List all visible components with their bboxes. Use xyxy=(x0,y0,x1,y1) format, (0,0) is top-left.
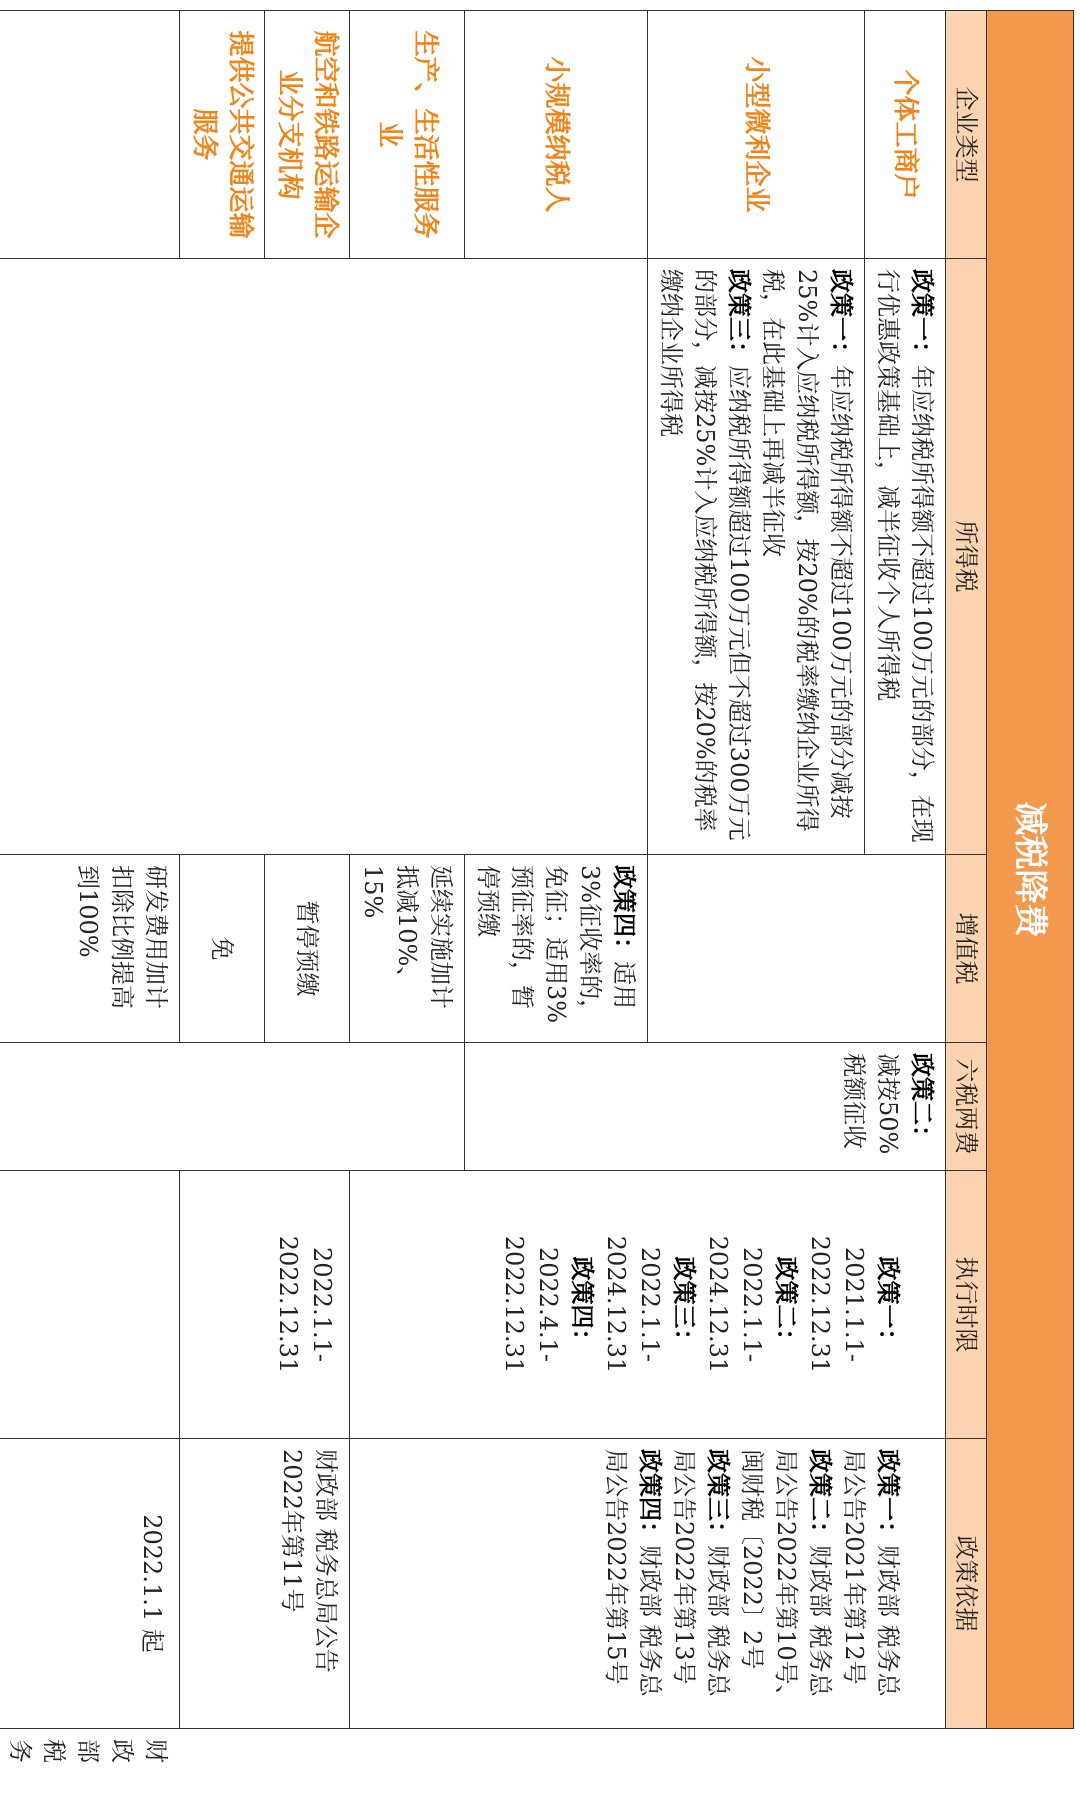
type-hangkong: 航空和铁路运输企业分支机构 xyxy=(265,11,350,259)
header-type: 企业类型 xyxy=(946,11,987,259)
type-xiaogui: 小规模纳税人 xyxy=(465,11,648,259)
type-getihu: 个体工商户 xyxy=(865,11,946,259)
header-six-tax: 六税两费 xyxy=(946,1043,987,1171)
type-keji xyxy=(0,11,180,259)
vat-empty-1 xyxy=(648,855,946,1043)
table-title: 减税降费 xyxy=(987,11,1074,1729)
policy-table xyxy=(0,10,1074,1764)
type-gongjiao: 提供公共交通运输服务 xyxy=(180,11,265,259)
basis-block: 政策一：财政部 税务总局公告2021年第12号 政策二：财政部 税务总局公告2022年第10号、闽财税〔2022〕2号 政策三：财政部 税务总局公告2022年第13号 政策四：财政部 税务总局公告2022年第15号 xyxy=(350,1439,946,1729)
vat-gongjiao: 免 xyxy=(180,855,265,1043)
vat-shengchan: 延续实施加计抵减10%、15% xyxy=(350,855,465,1043)
period-keji: 2022.1.1 起 xyxy=(0,1439,180,1729)
header-vat: 增值税 xyxy=(946,855,987,1043)
basis-vat: 财政部 税务总局公告2022年第11号 xyxy=(180,1439,350,1729)
type-shengchan: 生产、生活性服务业 xyxy=(350,11,465,259)
type-xiaowei: 小型微利企业 xyxy=(648,11,865,259)
six-tax-policy: 政策二：减按50%税额征收 xyxy=(465,1043,946,1171)
header-income-tax: 所得税 xyxy=(946,259,987,855)
period-vat: 2022.1.1-2022.12.31 xyxy=(180,1171,350,1439)
period-block: 政策一： 2021.1.1-2022.12.31 政策二： 2022.1.1-2024.12.31 政策三： 2022.1.1-2024.12.31 政策四： 2022.4.1-2022.12.31 xyxy=(350,1171,946,1439)
header-period: 执行时限 xyxy=(946,1171,987,1439)
header-basis: 政策依据 xyxy=(946,1439,987,1729)
table-row xyxy=(865,11,946,1729)
income-getihu: 政策一：年应纳税所得额不超过100万元的部分，在现行优惠政策基础上，减半征收个人所得税 xyxy=(865,259,946,855)
income-empty xyxy=(0,259,648,855)
table-row: 研发费用加计扣除比例提高到100% 2022.1.1 起 财政部 税务 xyxy=(0,11,180,1729)
vat-hangkong: 暂停预缴 xyxy=(265,855,350,1043)
vat-xiaogui: 政策四：适用3%征收率的，免征；适用3%预征率的，暂停预缴 xyxy=(465,855,648,1043)
header-row xyxy=(946,11,987,1729)
income-xiaowei: 政策一：年应纳税所得额不超过100万元的部分减按25%计入应纳税所得额，按20%的税率缴纳企业所得税，在此基础上再减半征收 政策三：应纳税所得额超过100万元但不超过300万元的部分，减按25%计入应纳税所得额，按20%的税率缴纳企业所得税 xyxy=(648,259,865,855)
income-keji: 研发费用加计扣除比例提高到100% xyxy=(0,855,180,1043)
vat-empty-2 xyxy=(0,1171,180,1439)
six-tax-empty xyxy=(0,1043,465,1171)
